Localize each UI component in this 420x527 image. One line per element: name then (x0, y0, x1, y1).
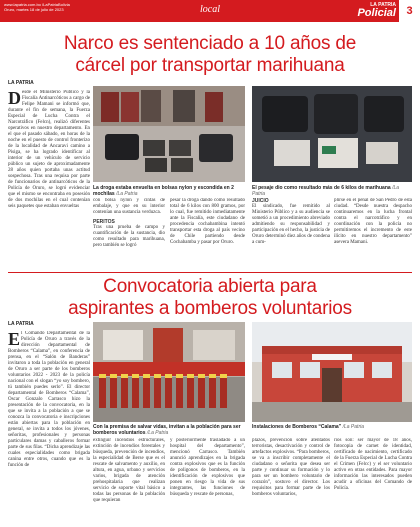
article2-photo-source: /La Patria (146, 430, 169, 436)
header-meta (4, 2, 70, 12)
header-date: Oruro, martes 18 de julio de 2023 (4, 7, 64, 12)
article2-photo2-caption (252, 424, 412, 430)
brand-top: LA PATRIA (370, 2, 396, 8)
article1-col2-text: con bolsa nylon y cintas de embalaje, y que en su interior contenían una sustancia verduzca. (93, 198, 165, 215)
page-number: 3 (399, 0, 420, 22)
article1-photo-weighing (252, 86, 412, 182)
article2-column5 (334, 438, 412, 524)
article2-photo2-source: /La Patria (342, 424, 364, 430)
article1-column3b (252, 198, 330, 270)
article1-subhead-juicio: JUICIO (252, 198, 269, 204)
article2-headline-line1: Convocatoria abierta para (103, 276, 317, 297)
article2-kicker: LA PATRIA (8, 321, 34, 327)
article1-column3 (170, 198, 245, 270)
article1-photo1-caption (93, 185, 245, 197)
article1-col1-text: esde el Ministerio Público y la Fiscalía Antinarcóticos a cargo de Felipe Mamani se informó que, durante el fin de semana, la Fuerza Especial de Lucha Contra el Narcotráfico (Felcn), realizó diferentes operativos en nuestro departamento. En el que el pasado sábado, en horas de la noche en el puesto de control fronterizo de la localidad de Ancaravi camino a Pisiga, se ha logrado identificar al interior de un vehículo de servicio público un sujeto de aproximadamente 28 años quien portaba unas actitud sospechosa. Tras una requisa por parte de funcionarios de antinarcóticos de la Policía de Oruro, se logró evidenciar que el mismo se encontraba en posesión de dos mochilas en el cual contenían seis paquetes que estaban envueltas (8, 90, 90, 209)
firefighters-illustration (93, 322, 245, 422)
article1-photo2-caption (252, 185, 412, 197)
article2-photo-caption (93, 424, 245, 436)
header-website[interactable]: www.lapatria.com.bo /LaPatriaBolivia (4, 2, 70, 7)
article1-headline-line2: cárcel por transportar marihuana (75, 55, 345, 76)
article2-column3 (170, 438, 245, 524)
article2-col1-text: l Comando Departamental de la Policía de Oruro a través de la dirección departamental de Bomberos “Calama”, en conferencia de prensa, en el “Salón de Banderas” invitaron a toda la población en general de Oruro a ser parte de los bomberos voluntarios 2022 - 2023 de la policía nacional con el slogan “yo soy bombero, tú también puedes serlo”. El director departamental de Bomberos “Calama”, Oscar Gonzalo Carrasco hizo la presentación de la convocatoria, en la que se invita a la población a que se conozca la convocatoria e inscripciones están abiertas para la población en general, se invita a todos los jóvenes, señoritas, profesionales y personas particulares damas y caballeros formar parte de sus filas. “Dicha aprendizaje las cuales especialidades como brigada canina entre otros, cuando que es la función de (8, 331, 90, 468)
article2-column1 (8, 331, 90, 523)
article1-headline-line1: Narco es sentenciado a 10 años de (63, 33, 357, 54)
article2-photo-caption-text: Con la premisa de salvar vidas, invitan a la población para ser bomberos voluntarios (93, 424, 241, 436)
article2-col4-text: plazos, prevención sobre atentados terroristas, desactivación y control de artefactos explosivos. “Para bomberos, se va a inscribir completamente el ciudadano o señorita que desea ser parte y continuar su formación y lo para ser un bombero voluntario de corazón”, sostuvo el director. Los requisitos para formar parte de los bomberos voluntarios, (252, 438, 330, 497)
article1-dropcap: D (8, 90, 21, 108)
brand-logo (336, 2, 396, 19)
building-illustration (252, 322, 412, 422)
article1-subhead-peritos: PERITOS (93, 219, 115, 225)
weighing-illustration (252, 86, 412, 182)
section-label: local (200, 4, 220, 15)
article1-photo2-source: /La Patria (252, 185, 400, 197)
article1-photo1-caption-text: La droga estaba envuelta en bolsas nylon y escondida en 2 mochilas (93, 185, 234, 197)
brand-bottom: Policial (357, 7, 396, 19)
article1-column4 (334, 198, 412, 270)
backpacks-illustration (93, 86, 245, 182)
header-bar (0, 0, 420, 22)
article2-col2-text: extinguir incendios estructurales, extinción de incendios forestales y búsqueda, prevención de incendios, la especialidad de Berse que es el rescate de salvamento y auxilio, en altura, en agua, urbano y servicios varios, brigada de atención prehospitalaria que realizan servicio de soporte vital básico a todas las personas de la población que requieran (93, 438, 165, 503)
article2-column4 (252, 438, 330, 524)
article2-photo-firefighters (93, 322, 245, 422)
article1-column1 (8, 90, 90, 270)
article2-dropcap: E (8, 331, 21, 349)
article1-col3b-text: El sindicado, fue remitido al Ministerio Público y a su audiencia se sometió a un procedimiento abreviado admitiendo su responsabilidad y participación en el hecho, la justicia de Oruro determinó diez años de condena a cum- (252, 204, 330, 245)
article1-col2b-text: Tras una prueba de campo y cuantificación de la sustancia, dio como resultado para marihuana, pero también se logró (93, 225, 165, 248)
article2-photo-building (252, 322, 412, 422)
article2-col3-text: y posteriormente trasladado a un hospital del departamento”, mencionó Carrasco. También anunció aprendizajes en la brigada contra explosivos que es la función de poligonos de bomberos, en la identificación de explosivos que ponen en riesgo la vida de sus integrantes, las funciones de búsqueda y rescate de personas, (170, 438, 245, 497)
article1-photo2-caption-text: El pesaje dio como resultado más de 6 kilos de marihuana (252, 185, 391, 191)
article2-col5-text: rios son: ser mayor de 18 años, fotocopia de carnet de identidad, certificado de nacimiento, certificado de la Fuerza Especial de Lucha Contra el Crimen (Felcc) y el ser voluntario activo en otras entidades. Para mayor información las interesados pueden acudir a oficinas del Comando de Policía. (334, 438, 412, 491)
article1-kicker: LA PATRIA (8, 80, 34, 86)
article1-column2 (93, 198, 165, 270)
article2-headline-line2: aspirantes a bomberos voluntarios (68, 298, 352, 319)
article1-photo1-source: /La Patria (116, 191, 138, 197)
article-divider (8, 272, 412, 273)
article2-column2 (93, 438, 165, 524)
article2-photo2-caption-text: Instalaciones de Bomberos “Calama” (252, 424, 342, 430)
article1-col3-text: pesar la droga dando como resultado total de 6 kilos con 800 gramos, por lo cual, fue remitido inmediatamente ante la Fiscalía, este ciudadano de procedencia cochabambina intentó transportar esta droga al país vecino de Chile partiendo desde Cochabamba y pasar por Oruro. (170, 198, 245, 245)
article1-photo-backpacks (93, 86, 245, 182)
article1-col4-text: plirse en el penal de San Pedro de esta ciudad. “Desde nuestra despacho continuaremos en la lucha frontal contra el narcotráfico y en coordinación con la policía no permitiremos el incremento de este ilícito en nuestro departamento” asevera Mamani. (334, 198, 412, 245)
